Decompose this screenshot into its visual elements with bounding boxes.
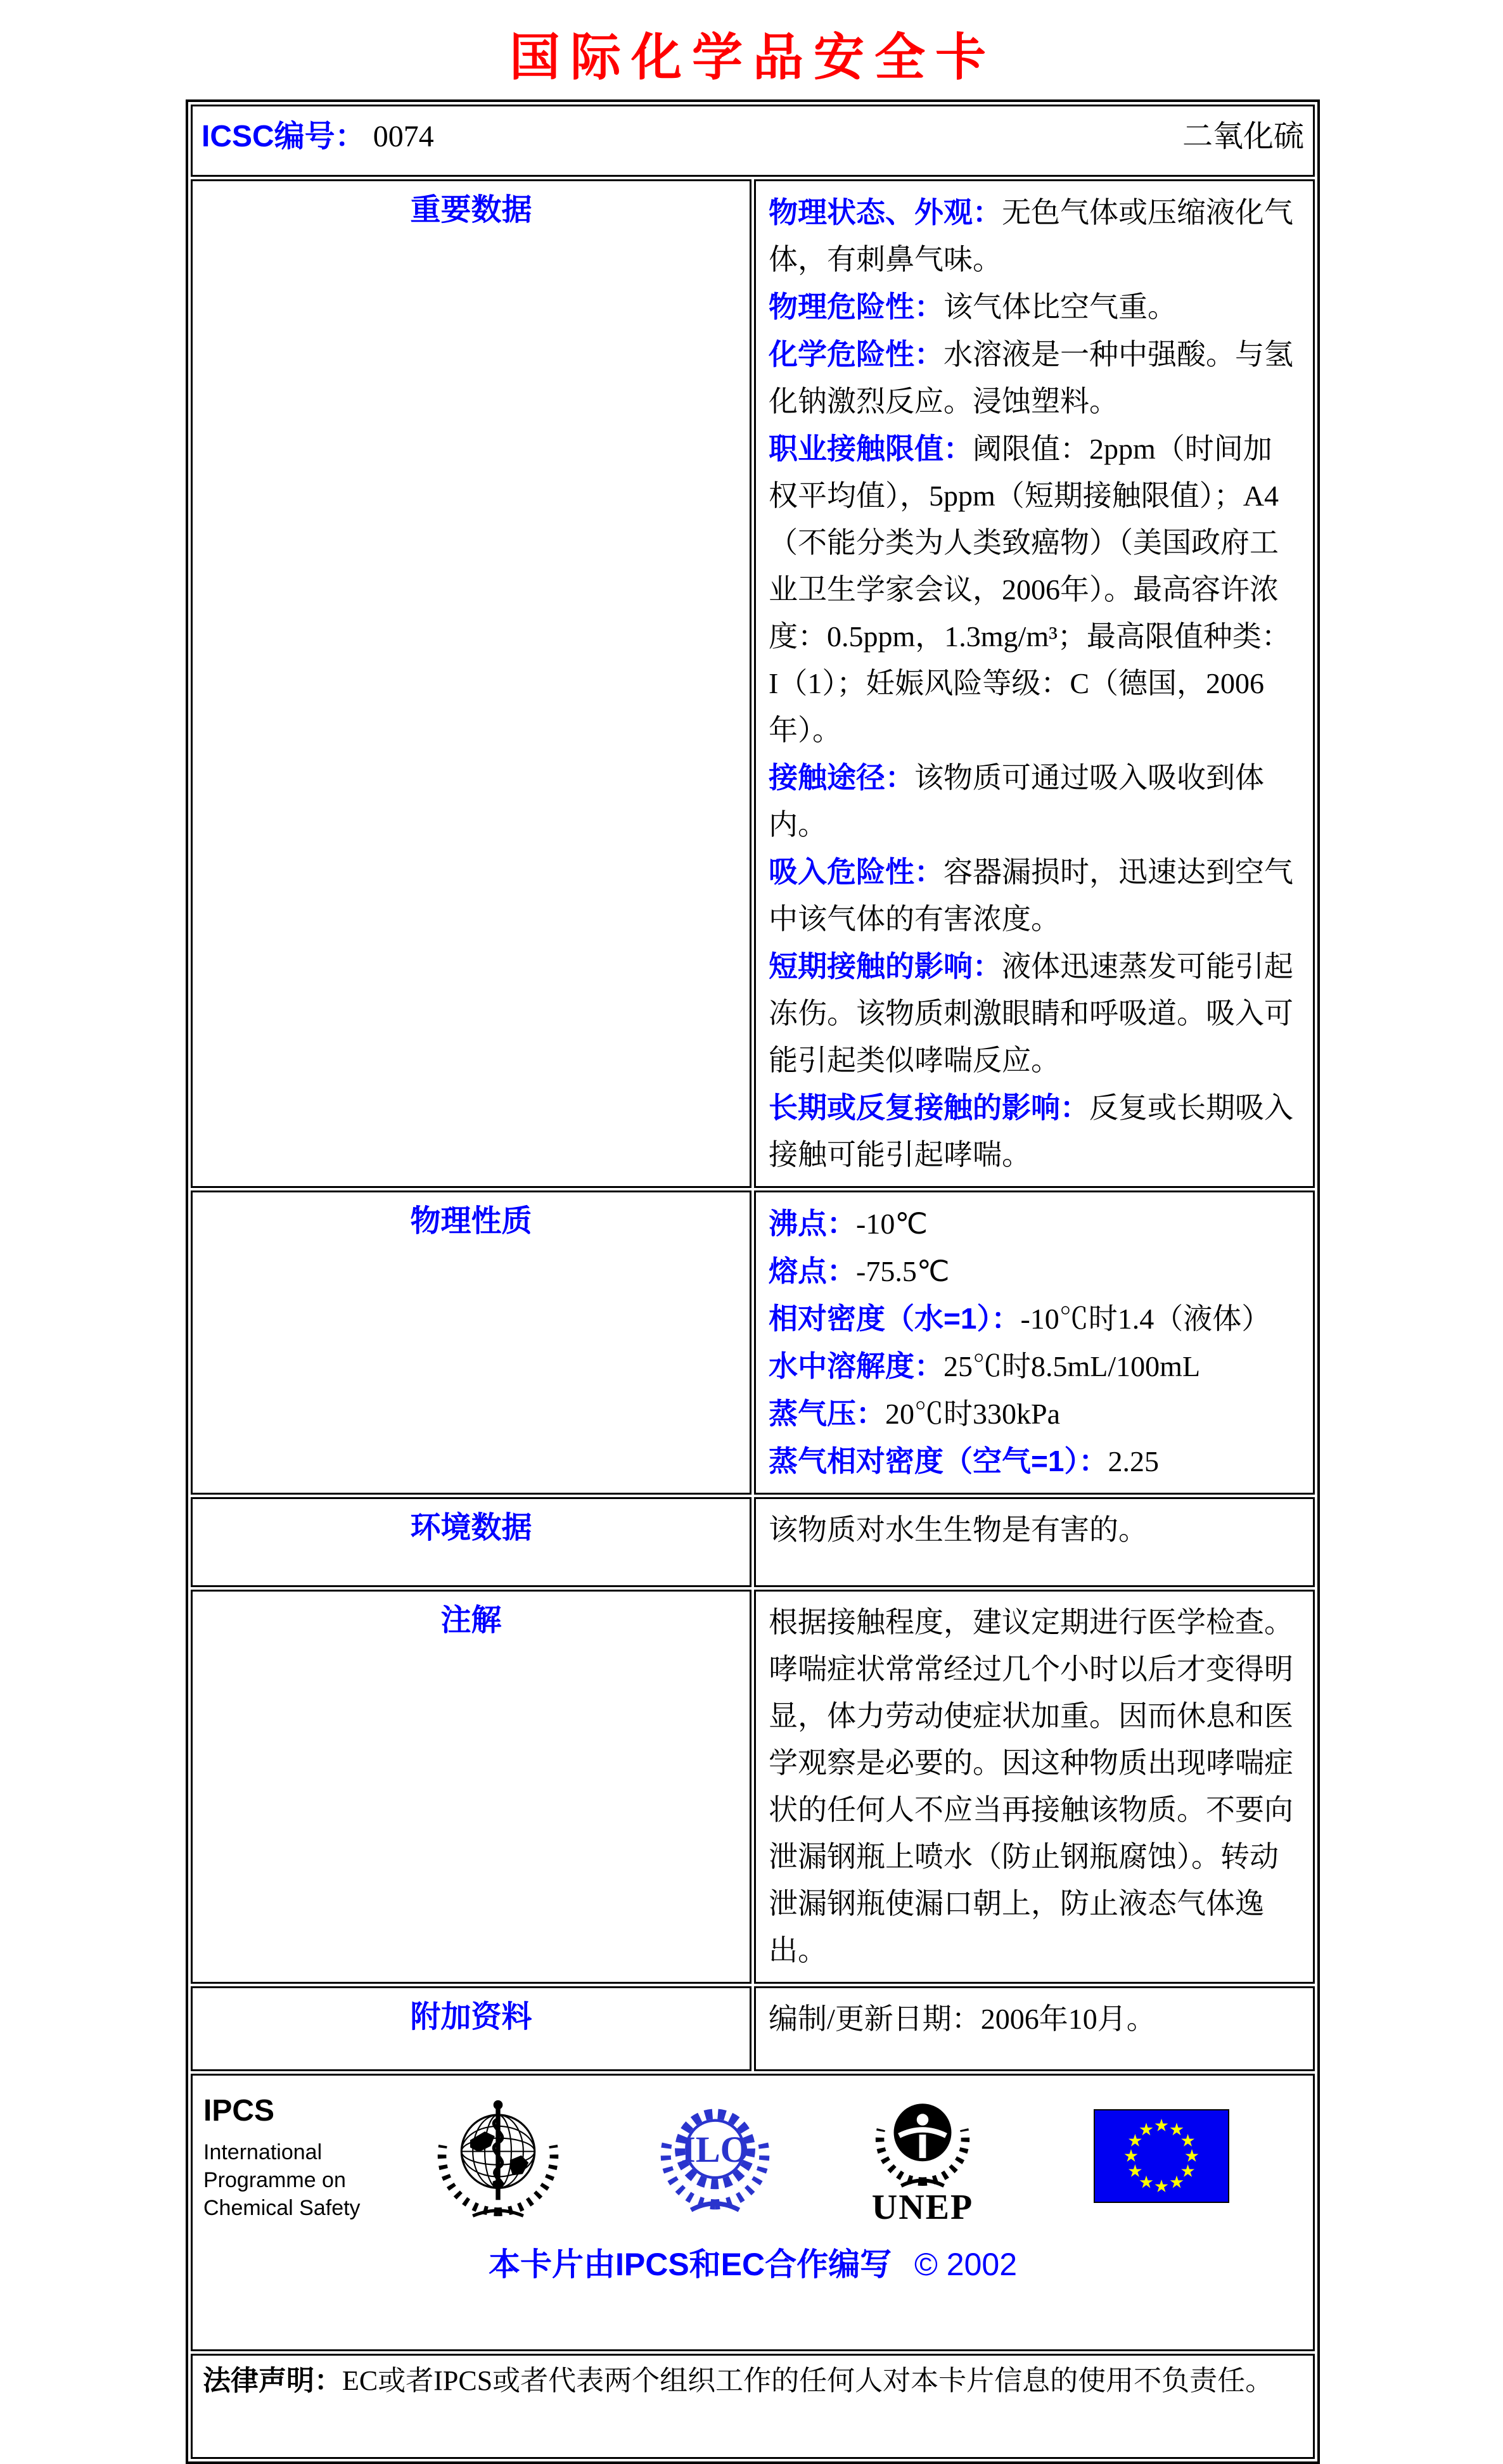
important-item	[769, 331, 1300, 425]
who-logo-icon	[432, 2088, 565, 2228]
important-item	[769, 283, 1300, 331]
item-text: -10℃	[856, 1208, 928, 1240]
legal-row	[191, 2354, 1315, 2459]
item-text: 水溶液是一种中强酸。与氢化钠激烈反应。浸蚀塑料。	[769, 338, 1293, 418]
item-label: 职业接触限值：	[769, 432, 973, 465]
physical-item	[769, 1390, 1300, 1438]
ilo-letters: ILO	[681, 2128, 749, 2170]
ipcs-subtitle-line: International	[203, 2140, 323, 2164]
physical-properties-side-label: 物理性质	[191, 1191, 752, 1495]
notes-side-label: 注解	[191, 1590, 752, 1984]
item-label: 熔点：	[769, 1254, 856, 1287]
eu-flag-icon	[1094, 2109, 1229, 2206]
ipcs-text-block	[203, 2093, 393, 2222]
ipcs-title: IPCS	[203, 2094, 275, 2128]
item-text: 阈限值：2ppm（时间加权平均值），5ppm（短期接触限值）；A4（不能分类为人类致癌物）（美国政府工业卫生学家会议，2006年）。最高容许浓度：0.5ppm，1.3mg/m³；最高限值种类：I（1）；妊娠风险等级：C（德国，2006年）。	[769, 433, 1291, 746]
important-item	[769, 754, 1300, 848]
physical-item	[769, 1248, 1300, 1295]
ipcs-subtitle-line: Chemical Safety	[203, 2196, 361, 2220]
legal-text: EC或者IPCS或者代表两个组织工作的任何人对本卡片信息的使用不负责任。	[342, 2365, 1274, 2396]
item-label: 物理危险性：	[769, 290, 943, 323]
physical-item	[769, 1343, 1300, 1390]
item-label: 物理状态、外观：	[769, 196, 1002, 229]
item-text: -10℃时1.4（液体）	[1020, 1303, 1271, 1335]
icsc-number-group	[201, 112, 434, 155]
important-item	[769, 848, 1300, 943]
icsc-card-page	[186, 16, 1320, 2464]
logos-cell	[191, 2074, 1315, 2351]
item-text: 该气体比空气重。	[943, 291, 1177, 323]
physical-properties-row	[191, 1191, 1315, 1495]
page-title: 国际化学品安全卡	[509, 29, 996, 86]
item-label: 吸入危险性：	[769, 855, 943, 888]
environmental-data-row	[191, 1497, 1315, 1587]
notes-content: 根据接触程度，建议定期进行医学检查。哮喘症状常常经过几个小时以后才变得明显，体力劳动使症状加重。因而休息和医学观察是必要的。因这种物质出现哮喘症状的任何人不应当再接触该物质。不要向泄漏钢瓶上喷水（防止钢瓶腐蚀）。转动泄漏钢瓶使漏口朝上，防止液态气体逸出。	[754, 1590, 1315, 1984]
icsc-card-table	[186, 99, 1320, 2464]
header-cell	[191, 105, 1315, 177]
item-text: 2.25	[1108, 1445, 1159, 1478]
physical-item	[769, 1295, 1300, 1343]
footer-caption	[193, 2239, 1312, 2285]
item-label: 接触途径：	[769, 761, 914, 794]
caption-text: 本卡片由IPCS和EC合作编写	[488, 2247, 892, 2282]
item-label: 短期接触的影响：	[769, 950, 1002, 983]
physical-properties-content	[754, 1191, 1315, 1495]
physical-item	[769, 1200, 1300, 1248]
legal-cell	[191, 2354, 1315, 2459]
logos-row	[191, 2074, 1315, 2351]
item-label: 蒸气相对密度（空气=1）：	[769, 1445, 1108, 1478]
additional-info-side-label: 附加资料	[191, 1986, 752, 2071]
important-item	[769, 1084, 1300, 1178]
environmental-data-content: 该物质对水生生物是有害的。	[754, 1497, 1315, 1587]
notes-row	[191, 1590, 1315, 1984]
item-label: 长期或反复接触的影响：	[769, 1091, 1089, 1124]
header-content	[201, 112, 1304, 155]
item-text: -75.5℃	[856, 1255, 950, 1287]
important-item	[769, 189, 1300, 283]
item-text: 25℃时8.5mL/100mL	[943, 1350, 1201, 1382]
important-data-side-label: 重要数据	[191, 179, 752, 1188]
unep-letters: UNEP	[871, 2188, 974, 2227]
important-item	[769, 425, 1300, 754]
important-item	[769, 943, 1300, 1084]
caption-copyright: © 2002	[914, 2247, 1018, 2282]
item-label: 化学危险性：	[769, 338, 943, 371]
important-data-row	[191, 179, 1315, 1188]
item-text: 反复或长期吸入接触可能引起哮喘。	[769, 1092, 1293, 1171]
ipcs-subtitle-line: Programme on	[203, 2168, 346, 2192]
important-data-content	[754, 179, 1315, 1188]
additional-info-row	[191, 1986, 1315, 2071]
item-label: 蒸气压：	[769, 1397, 885, 1430]
unep-logo-icon	[847, 2088, 999, 2228]
item-label: 沸点：	[769, 1207, 856, 1240]
header-row	[191, 105, 1315, 177]
item-label: 相对密度（水=1）：	[769, 1302, 1021, 1335]
ilo-logo-icon	[660, 2091, 771, 2225]
legal-label: 法律声明：	[203, 2365, 342, 2396]
logo-strip	[193, 2076, 1312, 2228]
physical-item	[769, 1438, 1300, 1485]
environmental-data-side-label: 环境数据	[191, 1497, 752, 1587]
chemical-name: 二氧化硫	[1182, 120, 1304, 153]
item-text: 无色气体或压缩液化气体，有刺鼻气味。	[769, 196, 1293, 276]
additional-info-content: 编制/更新日期：2006年10月。	[754, 1986, 1315, 2071]
item-text: 该物质可通过吸入吸收到体内。	[769, 762, 1264, 841]
icsc-number-value: 0074	[373, 120, 434, 153]
item-label: 水中溶解度：	[769, 1350, 943, 1382]
icsc-number-label: ICSC编号：	[201, 120, 366, 153]
item-text: 液体迅速蒸发可能引起冻伤。该物质刺激眼睛和呼吸道。吸入可能引起类似哮喘反应。	[769, 950, 1293, 1076]
item-text: 容器漏损时，迅速达到空气中该气体的有害浓度。	[769, 856, 1293, 935]
item-text: 20℃时330kPa	[885, 1398, 1060, 1430]
